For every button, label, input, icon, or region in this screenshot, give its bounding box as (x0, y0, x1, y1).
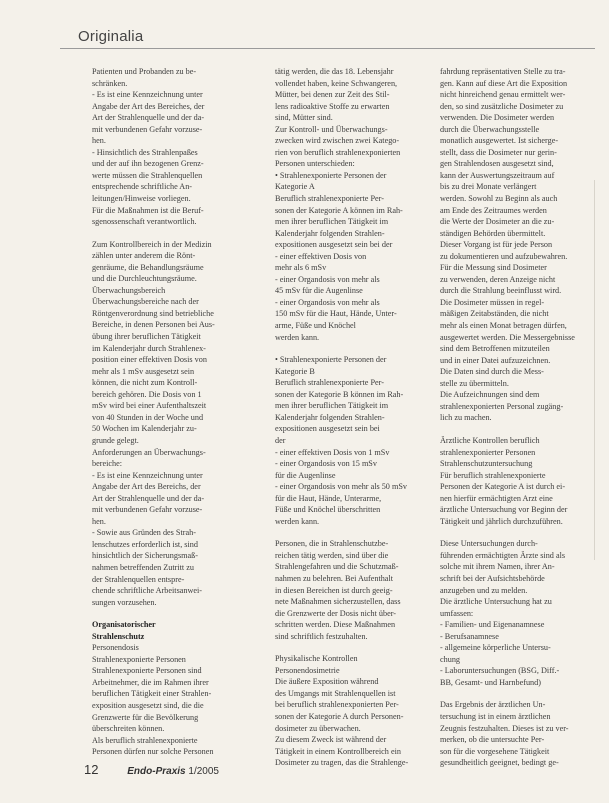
text-line: Füße und Knöchel überschritten (275, 505, 381, 515)
text-line: Personendosimetrie (275, 665, 340, 675)
text-column-3 (440, 66, 582, 768)
text-line: mehr als einen Monat betragen dürfen, (440, 321, 567, 331)
text-line: bereiche: (92, 459, 122, 469)
text-line: Zeugnis festzuhalten. Dieses ist zu ver- (440, 723, 569, 733)
text-line: - einer effektiven Dosis von 1 mSv (275, 447, 390, 457)
text-line: und der auf ihn bezogenen Grenz- (92, 159, 204, 169)
text-line: Strahlenexponierte Personen sind (92, 666, 202, 676)
text-line: anzugeben und zu melden. (440, 585, 528, 595)
text-line: verwenden. Die Dosimeter werden (440, 113, 555, 123)
text-line: mehr als 1 mSv ausgesetzt sein (92, 366, 195, 376)
text-line: und die Durchleuchtungsräume. (92, 274, 197, 284)
text-line: Strahlengefahren und die Schutzmaß- (275, 562, 399, 572)
text-line: sind, Mütter sind. (275, 113, 333, 123)
text-line: Beruflich strahlenexponierte Per- (275, 194, 384, 204)
text-line: Dieser Vorgang ist für jede Person (440, 240, 553, 250)
text-line: Personen, die in Strahlenschutzbe- (275, 539, 389, 549)
text-line: Zur Kontroll- und Überwachungs- (275, 124, 388, 134)
text-line: strahlenexponierter Personen (440, 447, 536, 457)
text-line: nahmen betreffenden Zutritt zu (92, 562, 194, 572)
text-line: Zu diesem Zweck ist während der (275, 735, 387, 745)
text-line: Die Dosimeter müssen in regel- (440, 297, 545, 307)
text-line: • Strahlenexponierte Personen der (275, 170, 387, 180)
text-line: gen. Kann auf diese Art die Exposition (440, 78, 568, 88)
text-line: Für die Maßnahmen ist die Beruf- (92, 205, 204, 215)
text-line: sind schriftlich festzuhalten. (275, 631, 368, 641)
text-line: merken, ob die untersuchte Per- (440, 735, 545, 745)
text-line: tätig werden, die das 18. Lebensjahr (275, 67, 394, 76)
section-title: Originalia (78, 28, 144, 45)
text-line: Personen dürfen nur solche Personen (92, 747, 214, 757)
text-line: Angabe der Art des Bereiches, der (92, 101, 205, 111)
text-line: Beruflich strahlenexponierte Per- (275, 378, 384, 388)
text-line: Für die Messung sind Dosimeter (440, 263, 547, 273)
text-line: tersuchung ist in einem ärztlichen (440, 711, 551, 721)
text-line: strahlenexponierten Personal zugäng- (440, 401, 564, 411)
text-line: der (275, 435, 286, 445)
text-line: werden kann. (275, 332, 320, 342)
text-column-2 (275, 66, 417, 768)
text-line: kann der Auswertungszeitraum auf (440, 170, 555, 180)
text-line: Die Daten sind durch die Mess- (440, 367, 544, 377)
text-line: men ihrer beruflichen Tätigkeit im (275, 401, 389, 411)
text-line: gesundheitlich geeignet, bedingt ge- (440, 758, 559, 768)
text-line: Ärztliche Kontrollen beruflich (440, 435, 540, 445)
subheading-line: Strahlenschutz (92, 631, 145, 641)
text-line: Die Aufzeichnungen sind dem (440, 390, 540, 400)
text-line: arme, Füße und Knöchel (275, 321, 356, 331)
text-line: nahmen zu belehren. Bei Aufenthalt (275, 573, 393, 583)
text-line: Art der Strahlenquelle und der da- (92, 493, 205, 503)
text-line: nicht hinreichend genau ermittelt wer- (440, 90, 566, 100)
text-line: Als beruflich strahlenexponierte (92, 735, 198, 745)
text-line: Überwachungsbereich (92, 285, 166, 295)
text-line: Tätigkeit und jährlich durchzuführen. (440, 516, 563, 526)
journal-name: Endo-Praxis (127, 766, 186, 777)
text-line: beruflichen Tätigkeit einer Strahlen- (92, 689, 212, 699)
text-line: zu dokumentieren und aufzubewahren. (440, 251, 568, 261)
text-line: - Familien- und Eigenanamnese (440, 620, 545, 630)
text-line: sonen der Kategorie A können im Rah- (275, 205, 403, 215)
text-line: sonen der Kategorie A durch Personen- (275, 711, 404, 721)
text-line: Für beruflich strahlenexponierte (440, 470, 546, 480)
text-line: - Sowie aus Gründen des Strah- (92, 528, 196, 538)
text-line: Zum Kontrollbereich in der Medizin (92, 239, 212, 249)
text-line: Kalenderjahr folgenden Strahlen- (275, 228, 385, 238)
text-line: führenden ermächtigten Ärzte sind als (440, 550, 566, 560)
text-line: am Ende des Zeitraumes werden (440, 205, 547, 215)
text-line: bei beruflich strahlenexponierten Per- (275, 700, 399, 710)
text-line: expositionen ausgesetzt sein bei der (275, 240, 393, 250)
text-line: für die Haut, Hände, Unterarme, (275, 493, 382, 503)
text-line: nen hierfür ermächtigten Arzt eine (440, 493, 553, 503)
text-line: Tätigkeit in einem Kontrollbereich ein (275, 746, 401, 756)
text-line: Angabe der Art des Bereichs, der (92, 482, 201, 492)
text-line: BB, Gesamt- und Harnbefund) (440, 677, 541, 687)
text-line: überschreiten können. (92, 724, 165, 734)
text-line: mit verbundenen Gefahr vorzuse- (92, 124, 203, 134)
text-line: ärztliche Untersuchung vor Beginn der (440, 505, 568, 515)
paragraph-gap (92, 228, 234, 239)
text-line: - Es ist eine Kennzeichnung unter (92, 470, 203, 480)
text-line: Personendosis (92, 643, 139, 653)
text-line: der Strahlenquellen entspre- (92, 574, 185, 584)
text-line: mSv wird bei einer Aufenthaltszeit (92, 401, 207, 411)
paragraph-gap (275, 527, 417, 538)
text-line: sind dem Betroffenen mitzuteilen (440, 344, 550, 354)
header-rule (60, 48, 595, 49)
text-line: Patienten und Probanden zu be- (92, 67, 197, 76)
page-footer (84, 762, 219, 777)
text-line: expositionen ausgesetzt sein bei (275, 424, 380, 434)
text-line: Anforderungen an Überwachungs- (92, 447, 206, 457)
text-line: sungen vorzusehen. (92, 597, 157, 607)
text-line: hinsichtlich der Sicherungsmaß- (92, 551, 198, 561)
text-line: - einer Organdosis von mehr als (275, 297, 380, 307)
text-line: umfassen: (440, 608, 474, 618)
text-line: Die äußere Exposition während (275, 677, 379, 687)
text-line: rien von beruflich strahlenexponierten (275, 147, 401, 157)
text-line: den, so sind zusätzliche Dosimeter zu (440, 101, 564, 111)
text-line: men ihrer beruflichen Tätigkeit im (275, 217, 389, 227)
text-line: Die ärztliche Untersuchung hat zu (440, 597, 552, 607)
text-line: • Strahlenexponierte Personen der (275, 355, 387, 365)
text-line: die Grenzwerte der Dosis nicht über- (275, 608, 397, 618)
text-line: grunde gelegt. (92, 435, 139, 445)
text-line: - Es ist eine Kennzeichnung unter (92, 90, 203, 100)
text-line: mit verbundenen Gefahr vorzuse- (92, 505, 203, 515)
text-line: - einer Organdosis von mehr als 50 mSv (275, 482, 407, 492)
text-line: genräume, die Behandlungsräume (92, 262, 204, 272)
text-line: ausgewertet werden. Die Messergebnisse (440, 332, 575, 342)
text-line: schritten werden. Diese Maßnahmen (275, 620, 396, 630)
text-line: lich zu machen. (440, 413, 492, 423)
text-line: werte müssen die Strahlenquellen (92, 170, 203, 180)
text-line: zu verwenden, deren Anzeige nicht (440, 274, 556, 284)
text-line: Arbeitnehmer, die im Rahmen ihrer (92, 677, 209, 687)
text-line: Diese Untersuchungen durch- (440, 539, 538, 549)
text-line: hen. (92, 516, 106, 526)
text-line: Grenzwerte für die Bevölkerung (92, 712, 199, 722)
text-line: - einer Organdosis von mehr als (275, 274, 380, 284)
text-line: - Berufsanamnese (440, 631, 499, 641)
page-number: 12 (84, 762, 99, 777)
text-line: sgenossenschaft verantwortlich. (92, 217, 197, 227)
text-line: durch die Überwachungsstelle (440, 124, 540, 134)
text-line: Mütter, bei denen zur Zeit des Stil- (275, 90, 390, 100)
text-line: monatlich ausgewertet. Ist sicherge- (440, 136, 559, 146)
paragraph-gap (92, 608, 234, 619)
text-line: von 40 Stunden in der Woche und (92, 412, 204, 422)
text-line: entsprechende schriftliche An- (92, 182, 193, 192)
text-line: - einer effektiven Dosis von (275, 251, 367, 261)
text-column-1 (92, 66, 234, 756)
text-line: bis zu drei Monate verlängert (440, 182, 537, 192)
text-line: - Hinsichtlich des Strahlenpaßes (92, 147, 198, 157)
text-line: lenschutzes erforderlich ist, sind (92, 539, 198, 549)
text-line: Kategorie B (275, 366, 315, 376)
text-line: und in einer Datei aufzuzeichnen. (440, 355, 551, 365)
text-line: Bereiche, in denen Personen bei Aus- (92, 320, 215, 330)
text-line: des Umgangs mit Strahlenquellen ist (275, 688, 396, 698)
text-line: zählen unter anderem die Rönt- (92, 251, 196, 261)
text-line: für die Augenlinse (275, 470, 336, 480)
text-line: - allgemeine körperliche Untersu- (440, 643, 551, 653)
text-line: gen Strahlendosen ausgesetzt sind, (440, 159, 554, 169)
text-line: Dosimeter zu tragen, das die Strahlenge- (275, 758, 409, 768)
text-line: hen. (92, 136, 106, 146)
text-line: - Laboruntersuchungen (BSG, Diff.- (440, 666, 560, 676)
text-line: vollendet haben, keine Schwangeren, (275, 78, 398, 88)
text-line: Kategorie A (275, 182, 315, 192)
text-line: chende schriftliche Arbeitsanwei- (92, 586, 203, 596)
text-line: Personen der Kategorie A ist durch ei- (440, 482, 566, 492)
text-line: exposition ausgesetzt sind, die die (92, 700, 204, 710)
text-line: Kalenderjahr folgenden Strahlen- (275, 412, 385, 422)
text-line: lens radioaktive Stoffe zu erwarten (275, 101, 390, 111)
text-line: Physikalische Kontrollen (275, 654, 358, 664)
text-line: Strahlenexponierte Personen (92, 654, 186, 664)
text-line: Überwachungsbereiche nach der (92, 297, 199, 307)
paragraph-gap (275, 343, 417, 354)
text-line: schrift bei der Aufsichtsbehörde (440, 573, 545, 583)
text-line: mäßigen Zeitabständen, die nicht (440, 309, 549, 319)
paragraph-gap (440, 688, 582, 699)
text-line: sonen der Kategorie B können im Rah- (275, 389, 404, 399)
text-line: chung (440, 654, 461, 664)
text-line: - einer Organdosis von 15 mSv (275, 459, 377, 469)
text-line: die Werte der Dosimeter an die zu- (440, 217, 555, 227)
text-line: position einer effektiven Dosis von (92, 355, 207, 365)
text-line: werden. Sowohl zu Beginn als auch (440, 194, 558, 204)
text-line: schränken. (92, 78, 128, 88)
journal-issue: 1/2005 (188, 766, 219, 777)
paragraph-gap (275, 642, 417, 653)
text-line: stellt, dass die Dosimeter nur gerin- (440, 147, 557, 157)
text-line: werden kann. (275, 516, 320, 526)
paragraph-gap (440, 527, 582, 538)
text-line: in diesen Bereichen ist durch geeig- (275, 585, 393, 595)
text-line: Art der Strahlenquelle und der da- (92, 113, 205, 123)
text-line: 45 mSv für die Augenlinse (275, 286, 363, 296)
text-line: 50 Wochen im Kalenderjahr zu- (92, 424, 197, 434)
text-line: übung ihrer beruflichen Tätigkeit (92, 332, 201, 342)
text-line: können, die nicht zum Kontroll- (92, 378, 198, 388)
text-line: fahrdung repräsentativen Stelle zu tra- (440, 67, 566, 76)
text-line: Personen unterschieden: (275, 159, 355, 169)
text-line: nete Maßnahmen sicherzustellen, dass (275, 597, 401, 607)
text-line: 150 mSv für die Haut, Hände, Unter- (275, 309, 397, 319)
text-line: bereich gehören. Die Dosis von 1 (92, 389, 202, 399)
subheading-line: Organisatorischer (92, 620, 156, 630)
text-line: mehr als 6 mSv (275, 263, 327, 273)
text-line: leitungen/Hinweise vorliegen. (92, 194, 191, 204)
text-line: reichen tätig werden, sind über die (275, 550, 389, 560)
text-line: im Kalenderjahr durch Strahlenex- (92, 343, 206, 353)
text-line: solche mit ihrem Namen, ihrer An- (440, 562, 555, 572)
paragraph-gap (440, 424, 582, 435)
text-line: Strahlenschutzuntersuchung (440, 459, 533, 469)
text-line: Röntgenverordnung sind betriebliche (92, 308, 214, 318)
text-line: stelle zu übermitteln. (440, 378, 509, 388)
page-edge-shadow (594, 180, 601, 560)
text-line: dosimeter zu überwachen. (275, 723, 361, 733)
text-line: ständigen Behörden übermittelt. (440, 228, 546, 238)
text-line: son für die vorgesehene Tätigkeit (440, 746, 550, 756)
text-line: zwecken wird zwischen zwei Katego- (275, 136, 400, 146)
text-line: Das Ergebnis der ärztlichen Un- (440, 700, 546, 710)
text-line: durch die Strahlung beeinflusst wird. (440, 286, 562, 296)
